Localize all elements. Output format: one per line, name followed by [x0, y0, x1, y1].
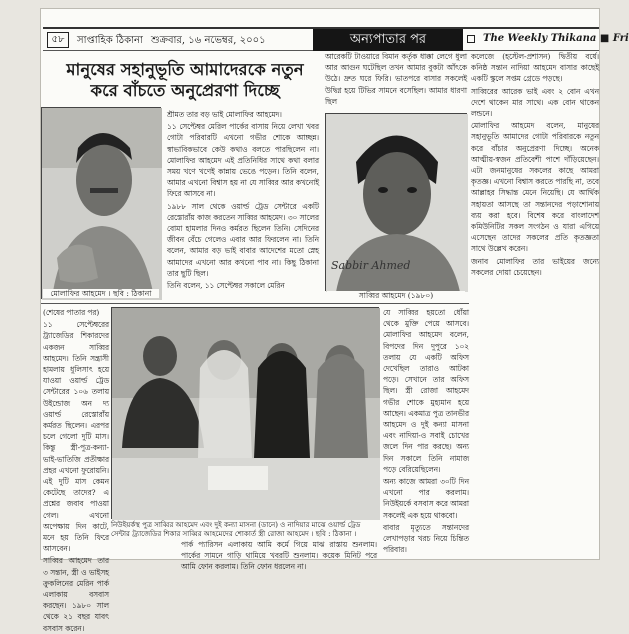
paragraph: মোলাফির আহমেদ বলেন, মানুষের সহানুভূতি আমাদের গোটা পরিবারকে নতুন করে বাঁচার অনুপ্রেরণা দিচ্ছে। অনেক আত্মীয়-স্বজন প্রতিবেশী পাশে দাঁড়িয়েছেন। এটা জনমানুষের সকলের কাছে আমরা কৃতজ্ঞ। এখনো বিশ্বাস করতে পারছি না, তবে আল্লাহর সিদ্ধান্ত মেনে নিয়েছি। যে আর্থিক সহায়তা আসছে তা সন্তানদের পড়াশোনায় ব্যয় করা হবে। বিশেষ করে বাংলাদেশ কমিউনিটির সকল সংগঠন ও যারা এগিয়ে এসেছেন তাদের সকলের প্রতি কৃতজ্ঞতা সাথে উল্লেখ করেন। [471, 121, 599, 254]
newspaper-page [40, 8, 629, 633]
article-column-right-top [471, 51, 599, 291]
paragraph: সাব্বির আহমেদ তার ৩ সন্তান, স্ত্রী ও ভাইসহ ক্রুকলিনের মেরিন পার্ক এলাকায় বসবাস করছেন। ১৯৮০ সাল থেকে ২১ বছর যাবৎ বসবাস করেন। [43, 556, 109, 633]
paragraph: তিনি বলেন, ১১ সেপ্টেম্বর সকালে মেরিন [167, 281, 285, 291]
section-title: অন্যপাতার পর [313, 29, 463, 51]
section-square-icon [467, 35, 475, 43]
article-column-photo2-top: আরেকটি টাওয়ারে বিমান কর্তৃক ধাক্কা লেগে ধুলা আর আগুন ঘটেছিল তখন আমার বুকটা আঁৎকে উঠে। দ্রুত ঘরে ফিরি। ভাতপরে বাসার সকলেই উদ্বিগ্ন হয়ে টিভির সামনে বসেছিল। আমার ধারণা ছিল [325, 52, 467, 106]
article-column-mid [167, 109, 319, 309]
article-headline: মানুষের সহানুভূতি আমাদেরকে নতুন করে বাঁচতে অনুপ্রেরণা দিচ্ছে [66, 60, 304, 100]
paper-name-bengali: সাপ্তাহিক ঠিকানা [77, 35, 143, 46]
article-column-left-bottom [43, 307, 109, 633]
paragraph: সাব্বিরের আরেক ভাই এবং ২ বোন এখন দেশে থাকেন মার সাথে। এক বোন থাকেন লন্ডনে। [471, 86, 599, 119]
paragraph: অন্য কাজে আমরা ৩০টি দিন এখনো পার করলাম। নিউইয়র্কে বসবাস করে আমরা সকলেই এক হয়ে থাকবো। [383, 477, 469, 520]
issue-date: শুক্রবার, ১৬ নভেম্বর, ২০০১ [151, 35, 266, 46]
family-photo-image [112, 308, 380, 520]
photo2-signature: Sabbir Ahmed [331, 259, 411, 272]
article-column-mid-bottom: পার্ক প্যারিসন এলাকায় আমি কর্মে গিয়ে মাঝ রাস্তায় শুনলাম। পার্কের সামনে গাড়ি থামিয়ে খবরটি শুনলাম। কয়েক মিনিট পরে আমি ফোন করলাম। তিনি ফোন ধরলেন না। [181, 540, 377, 572]
photo3-caption: নিউইয়র্কস্থ পুত্র সাব্বির আহমেদ এবং দুই কন্যা মাসনা (ডানে) ও নাদিয়ার মাঝে ওয়ার্ল্ড ট্রেড সেন্টার ট্র্যাজেডির শিকার সাব্বির আহমেদের শোকার্ত স্ত্রী রোজা আহমেদ । ছবি : ঠিকানা । [111, 521, 379, 538]
paragraph: কলেজে (হস্টেল-প্রশাসন) দ্বিতীয় বর্ষে। কনিষ্ঠ সন্তান নাদিয়া আহমেদ বাসার কাছেই একটি স্কুলে সপ্তম গ্রেডে পড়ছে। [471, 52, 599, 84]
column-divider [41, 303, 469, 304]
photo-molafir-ahmed [41, 107, 161, 299]
paragraph: ১১ সেপ্টেম্বরের ট্র্যাজেডির শিকারদের একজন সাব্বির আহমেদ। তিনি সন্ত্রাসী হামলায় ধুলিসাৎ হয়ে যাওয়া ওয়ার্ল্ড ট্রেড সেন্টারের ১০৬ তলায় উইন্ডোজ অন দ্য ওয়ার্ল্ড রেস্তোরাঁয় কর্মরত ছিলেন। এরপর চলে গেলো দুটি মাস। কিন্তু স্ত্রী-পুত্র-কন্যা-ভাই-ভাতিজি প্রতীক্ষার প্রহর এখনো ফুরোয়নি। এই দুটি মাস কেমন কেটেছে তাদের? এ প্রশ্নের জবাব পাওয়া গেল। এখনো অপেক্ষায় দিন কাটে, মনে হয় তিনি ফিরে আসবেন। [43, 320, 109, 554]
paragraph: জনাব মোলাফির তার ভাইয়ের জন্যে সকলের দোয়া চেয়েছেন। [471, 256, 599, 277]
paragraph: ১৯৮৮ সাল থেকে ওয়ার্ল্ড ট্রেড সেন্টারে একটি রেস্তোরাঁয় কাজ করতেন সাব্বির আহমেদ। ৩০ সালের বোমা হামলার দিনও কর্মরত ছিলেন তিনি। সেদিনের জীবন বেঁচে গেলেও এবার আর ফিরলেন না। তিনি বলেন, আমার বড় ভাই বাবার আদেশের মতো স্নেহ আমাদের এখনো আর কখনো পাব না। কিছু ঠিকানা তার ছুটি ছিল। [167, 201, 319, 278]
paragraph: ১১ সেপ্টেম্বর মেরিল পার্কের বাসায় নিয়ে লেখা খবর গোটা পরিবারটি এখনো গভীর শোকে আচ্ছন্ন। স্বাভাবিকভাবে কেউ কথাও বলতে পারছিলেন না। মোলাফির আহমেদ এই প্রতিনিধির সাথে কথা বলার সময় খণে খণেই কান্নায় ভেঙে পড়েন। তিনি বলেন, আমার এখনো বিশ্বাস হয় না যে সাব্বির আর কখনোই ফিরে আসবে না। [167, 122, 319, 199]
photo2-caption: সাব্বির আহমেদ (১৯৮০) [327, 291, 465, 300]
paragraph: শ্রীমত তার বড় ভাই মোলাফির আহমেদ। [167, 110, 282, 119]
paragraph: (শেষের পাতার পর) [43, 308, 100, 317]
portrait-man-image [42, 108, 162, 300]
paragraph: যে সাব্বির হয়তো ধোঁয়া থেকে মুক্তি পেয়ে আসবে। মোলাফির আহমেদ বলেন, বিপদের দিন দুপুরে ১০২ তলায় যে একটি অফিস দেখেছিল তারাও আটকা পড়ে। সেখানে তার অফিস ছিল। স্ত্রী রোজা আহমেদ গভীর শোকে মুহ্যমান হয়ে আছেন। একমাত্র পুত্র তানভীর আহমেদ ও দুই কন্যা মাসনা এবং নাদিয়া-ও সবাই চোখের জলে দিন পার করছে। অন্য দিন সকালে তিনি নামাজ পড়ে বেরিয়েছিলেন। [383, 308, 469, 474]
photo-family [111, 307, 379, 519]
photo1-caption: মোলাফির আহমেদ । ছবি : ঠিকানা [43, 289, 159, 298]
paper-name-english: The Weekly Thikana ■ Fri [483, 33, 629, 44]
masthead-bar [43, 27, 629, 51]
masthead-edge-text: Fri [612, 33, 629, 44]
article-column-right-bottom [383, 307, 469, 559]
page-number: ৫৮ [47, 32, 69, 48]
paragraph: বাবার মৃত্যুতে সন্তানদের লেখাপড়ার খরচ নিয়ে চিন্তিত পরিবার। [383, 522, 469, 555]
